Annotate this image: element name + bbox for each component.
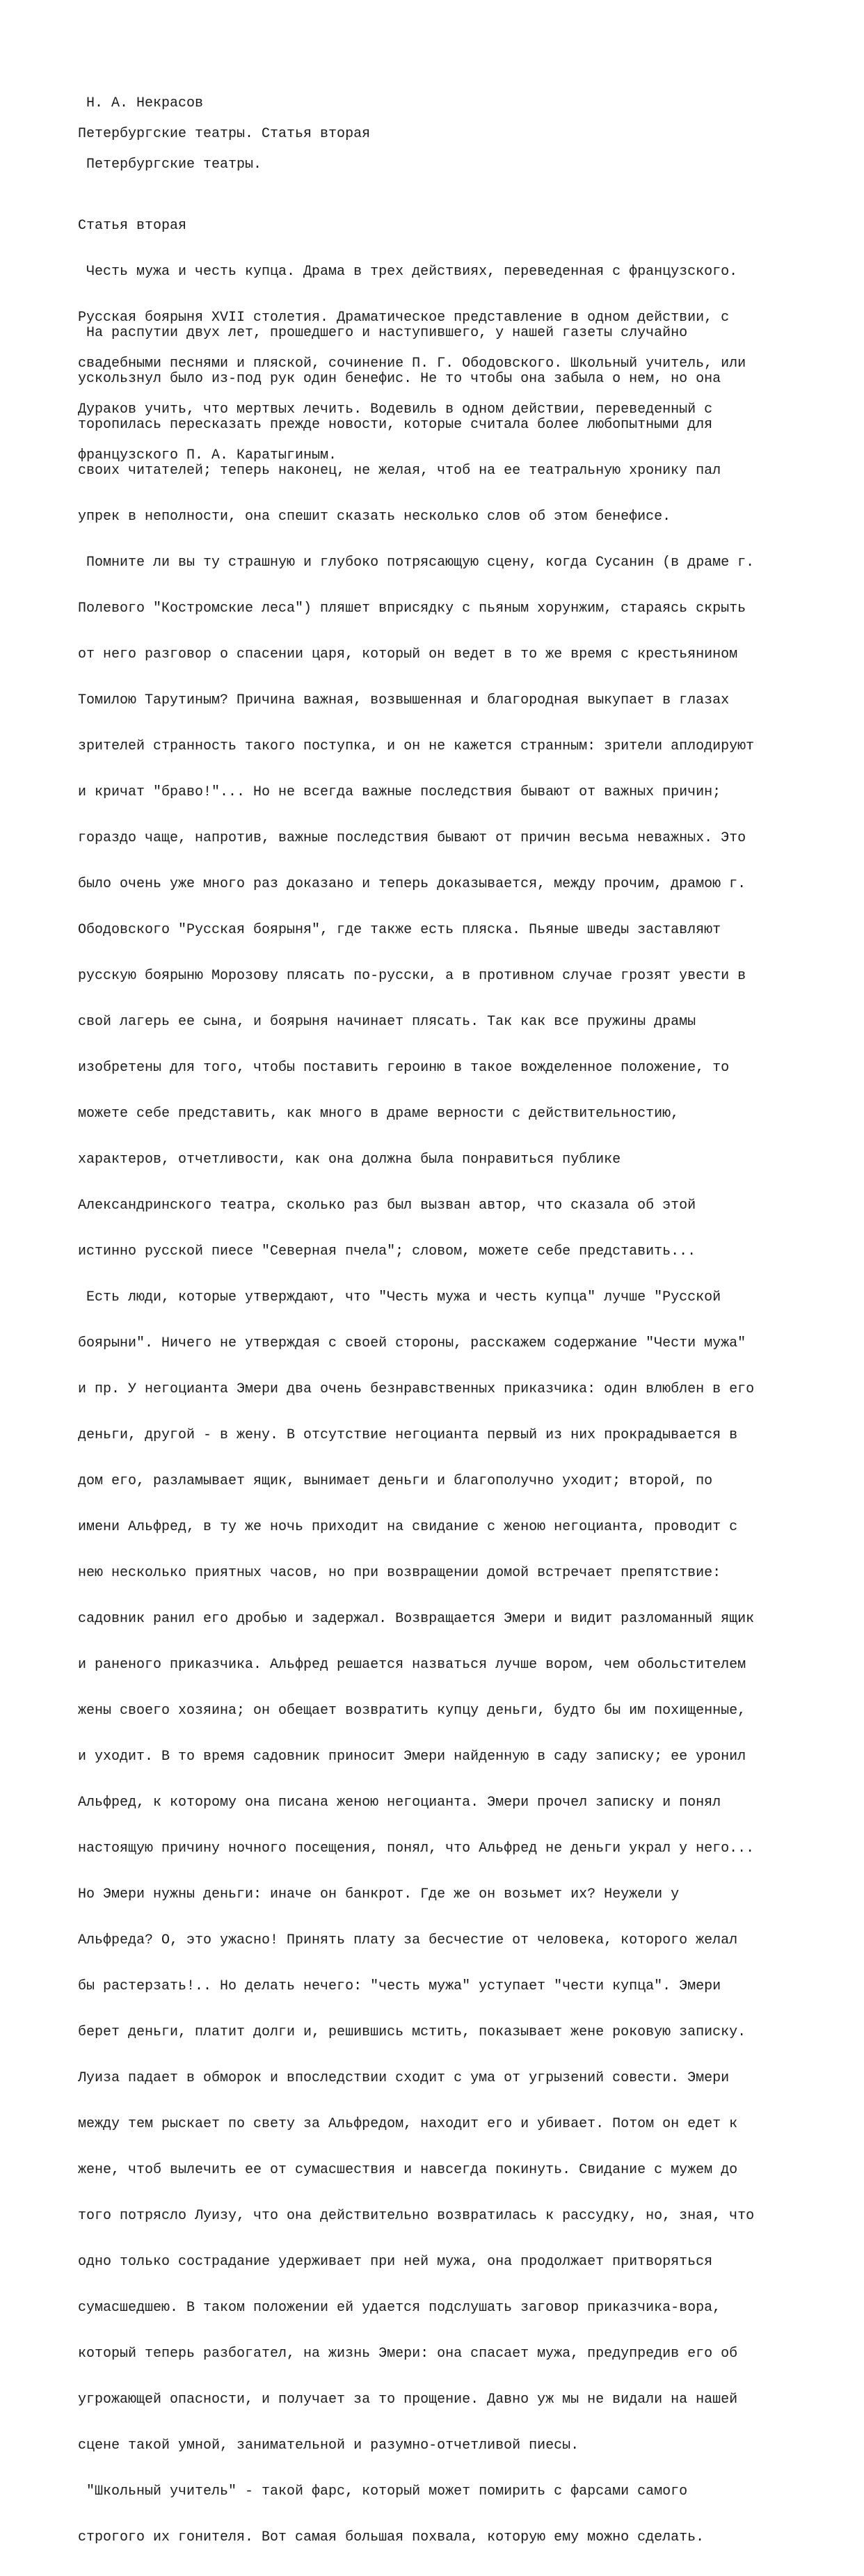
text-line: того потрясло Луизу, что она действительно возвратилась к рассудку, но, зная, что bbox=[78, 2208, 755, 2224]
text-line: Честь мужа и честь купца. Драма в трех действиях, переведенная с французского. bbox=[78, 264, 738, 280]
text-line: жене, чтоб вылечить ее от сумасшествия и навсегда покинуть. Свидание с мужем до bbox=[78, 2162, 738, 2178]
text-line: деньги, другой - в жену. В отсутствие негоцианта первый из них прокрадывается в bbox=[78, 1427, 738, 1443]
text-line: характеров, отчетливости, как она должна была понравиться публике bbox=[78, 1152, 621, 1168]
text-line: французского П. А. Каратыгиным. bbox=[78, 447, 337, 463]
text-line: берет деньги, платит долги и, решившись мстить, показывает жене роковую записку. bbox=[78, 2024, 746, 2040]
text-line: Статья вторая bbox=[78, 218, 187, 234]
text-line: и раненого приказчика. Альфред решается назваться лучше вором, чем обольстителем bbox=[78, 1657, 746, 1673]
text-line: Русская боярыня XVII столетия. Драматическое представление в одном действии, с bbox=[78, 310, 730, 326]
text-line: Александринского театра, сколько раз был вызван автор, что сказала об этой bbox=[78, 1198, 696, 1214]
text-line: дом его, разламывает ящик, вынимает деньги и благополучно уходит; второй, по bbox=[78, 1473, 713, 1489]
text-line: садовник ранил его дробью и задержал. Возвращается Эмери и видит разломанный ящик bbox=[78, 1611, 755, 1627]
text-line: На распутии двух лет, прошедшего и наступившего, у нашей газеты случайно bbox=[78, 325, 688, 341]
text-line: зрителей странность такого поступка, и он не кажется странным: зрители аплодируют bbox=[78, 738, 755, 754]
author-line: Н. А. Некрасов bbox=[78, 95, 204, 111]
text-line: свадебными песнями и пляской, сочинение П. Г. Ободовского. Школьный учитель, или bbox=[78, 356, 746, 372]
text-line: упрек в неполности, она спешит сказать несколько слов об этом бенефисе. bbox=[78, 509, 671, 525]
text-line: сумасшедшею. В таком положении ей удается подслушать заговор приказчика-вора, bbox=[78, 2300, 721, 2316]
text-line: ускользнул было из-под рук один бенефис. Не то чтобы она забыла о нем, но она bbox=[78, 371, 721, 387]
text-line: боярыни". Ничего не утверждая с своей стороны, расскажем содержание "Чести мужа" bbox=[78, 1335, 746, 1351]
text-line: можете себе представить, как много в драме верности с действительностию, bbox=[78, 1106, 680, 1122]
text-line: от него разговор о спасении царя, который он ведет в то же время с крестьянином bbox=[78, 646, 738, 662]
text-line: между тем рыскает по свету за Альфредом, находит его и убивает. Потом он едет к bbox=[78, 2116, 738, 2132]
text-line: Есть люди, которые утверждают, что "Честь мужа и честь купца" лучше "Русской bbox=[78, 1289, 721, 1305]
text-line: русскую боярыню Морозову плясать по-русски, а в противном случае грозят увести в bbox=[78, 968, 746, 984]
text-line: имени Альфред, в ту же ночь приходит на свидание с женою негоцианта, проводит с bbox=[78, 1519, 738, 1535]
text-line: гораздо чаще, напротив, важные последствия бывают от причин весьма неважных. Это bbox=[78, 830, 746, 846]
document-title: Петербургские театры. Статья вторая bbox=[78, 126, 371, 142]
text-line: Альфред, к которому она писана женою негоцианта. Эмери прочел записку и понял bbox=[78, 1795, 721, 1811]
text-line: было очень уже много раз доказано и теперь доказывается, между прочим, драмою г. bbox=[78, 876, 746, 892]
text-line: истинно русской пиесе "Северная пчела"; словом, можете себе представить... bbox=[78, 1243, 696, 1259]
text-line: угрожающей опасности, и получает за то прощение. Давно уж мы не видали на нашей bbox=[78, 2392, 738, 2408]
text-line: свой лагерь ее сына, и боярыня начинает плясать. Так как все пружины драмы bbox=[78, 1014, 696, 1030]
text-line: "Школьный учитель" - такой фарс, который может помирить с фарсами самого bbox=[78, 2483, 688, 2499]
text-line: и пр. У негоцианта Эмери два очень безнравственных приказчика: один влюблен в его bbox=[78, 1381, 755, 1397]
text-line: Ободовского "Русская боярыня", где также есть пляска. Пьяные шведы заставляют bbox=[78, 922, 721, 938]
text-line: который теперь разбогател, на жизнь Эмери: она спасает мужа, предупредив его об bbox=[78, 2346, 738, 2362]
text-line: жены своего хозяина; он обещает возвратить купцу деньги, будто бы им похищенные, bbox=[78, 1703, 746, 1719]
text-line: Но Эмери нужны деньги: иначе он банкрот. Где же он возьмет их? Неужели у bbox=[78, 1886, 680, 1902]
body-text-block bbox=[78, 295, 754, 2576]
text-line: Помните ли вы ту страшную и глубоко потрясающую сцену, когда Сусанин (в драме г. bbox=[78, 555, 755, 571]
text-line: Полевого "Костромские леса") пляшет вприсядку с пьяным хорунжим, стараясь скрыть bbox=[78, 601, 746, 617]
text-line: своих читателей; теперь наконец, не желая, чтоб на ее театральную хронику пал bbox=[78, 463, 721, 479]
text-line: Альфреда? О, это ужасно! Принять плату за бесчестие от человека, которого желал bbox=[78, 1932, 738, 1948]
text-line: строгого их гонителя. Вот самая большая похвала, которую ему можно сделать. bbox=[78, 2529, 705, 2545]
text-line: Томилою Тарутиным? Причина важная, возвышенная и благородная выкупает в глазах bbox=[78, 692, 730, 708]
document-subtitle: Петербургские театры. bbox=[78, 157, 262, 173]
text-line: Луиза падает в обморок и впоследствии сходит с ума от угрызений совести. Эмери bbox=[78, 2070, 730, 2086]
text-line: нею несколько приятных часов, но при возвращении домой встречает препятствие: bbox=[78, 1565, 721, 1581]
text-line: изобретены для того, чтобы поставить героиню в такое вожделенное положение, то bbox=[78, 1060, 730, 1076]
text-line: торопилась пересказать прежде новости, которые считала более любопытными для bbox=[78, 417, 713, 433]
text-line: бы растерзать!.. Но делать нечего: "честь мужа" уступает "чести купца". Эмери bbox=[78, 1978, 721, 1994]
text-line: и кричат "браво!"... Но не всегда важные последствия бывают от важных причин; bbox=[78, 784, 721, 800]
document-page bbox=[78, 0, 787, 2545]
text-line: настоящую причину ночного посещения, понял, что Альфред не деньги украл у него... bbox=[78, 1840, 755, 1857]
text-line: сцене такой умной, занимательной и разумно-отчетливой пиесы. bbox=[78, 2438, 579, 2454]
text-line: и уходит. В то время садовник приносит Эмери найденную в саду записку; ее уронил bbox=[78, 1749, 746, 1765]
text-line: одно только сострадание удерживает при ней мужа, она продолжает притворяться bbox=[78, 2254, 713, 2270]
text-line: Дураков учить, что мертвых лечить. Водевиль в одном действии, переведенный с bbox=[78, 401, 713, 418]
